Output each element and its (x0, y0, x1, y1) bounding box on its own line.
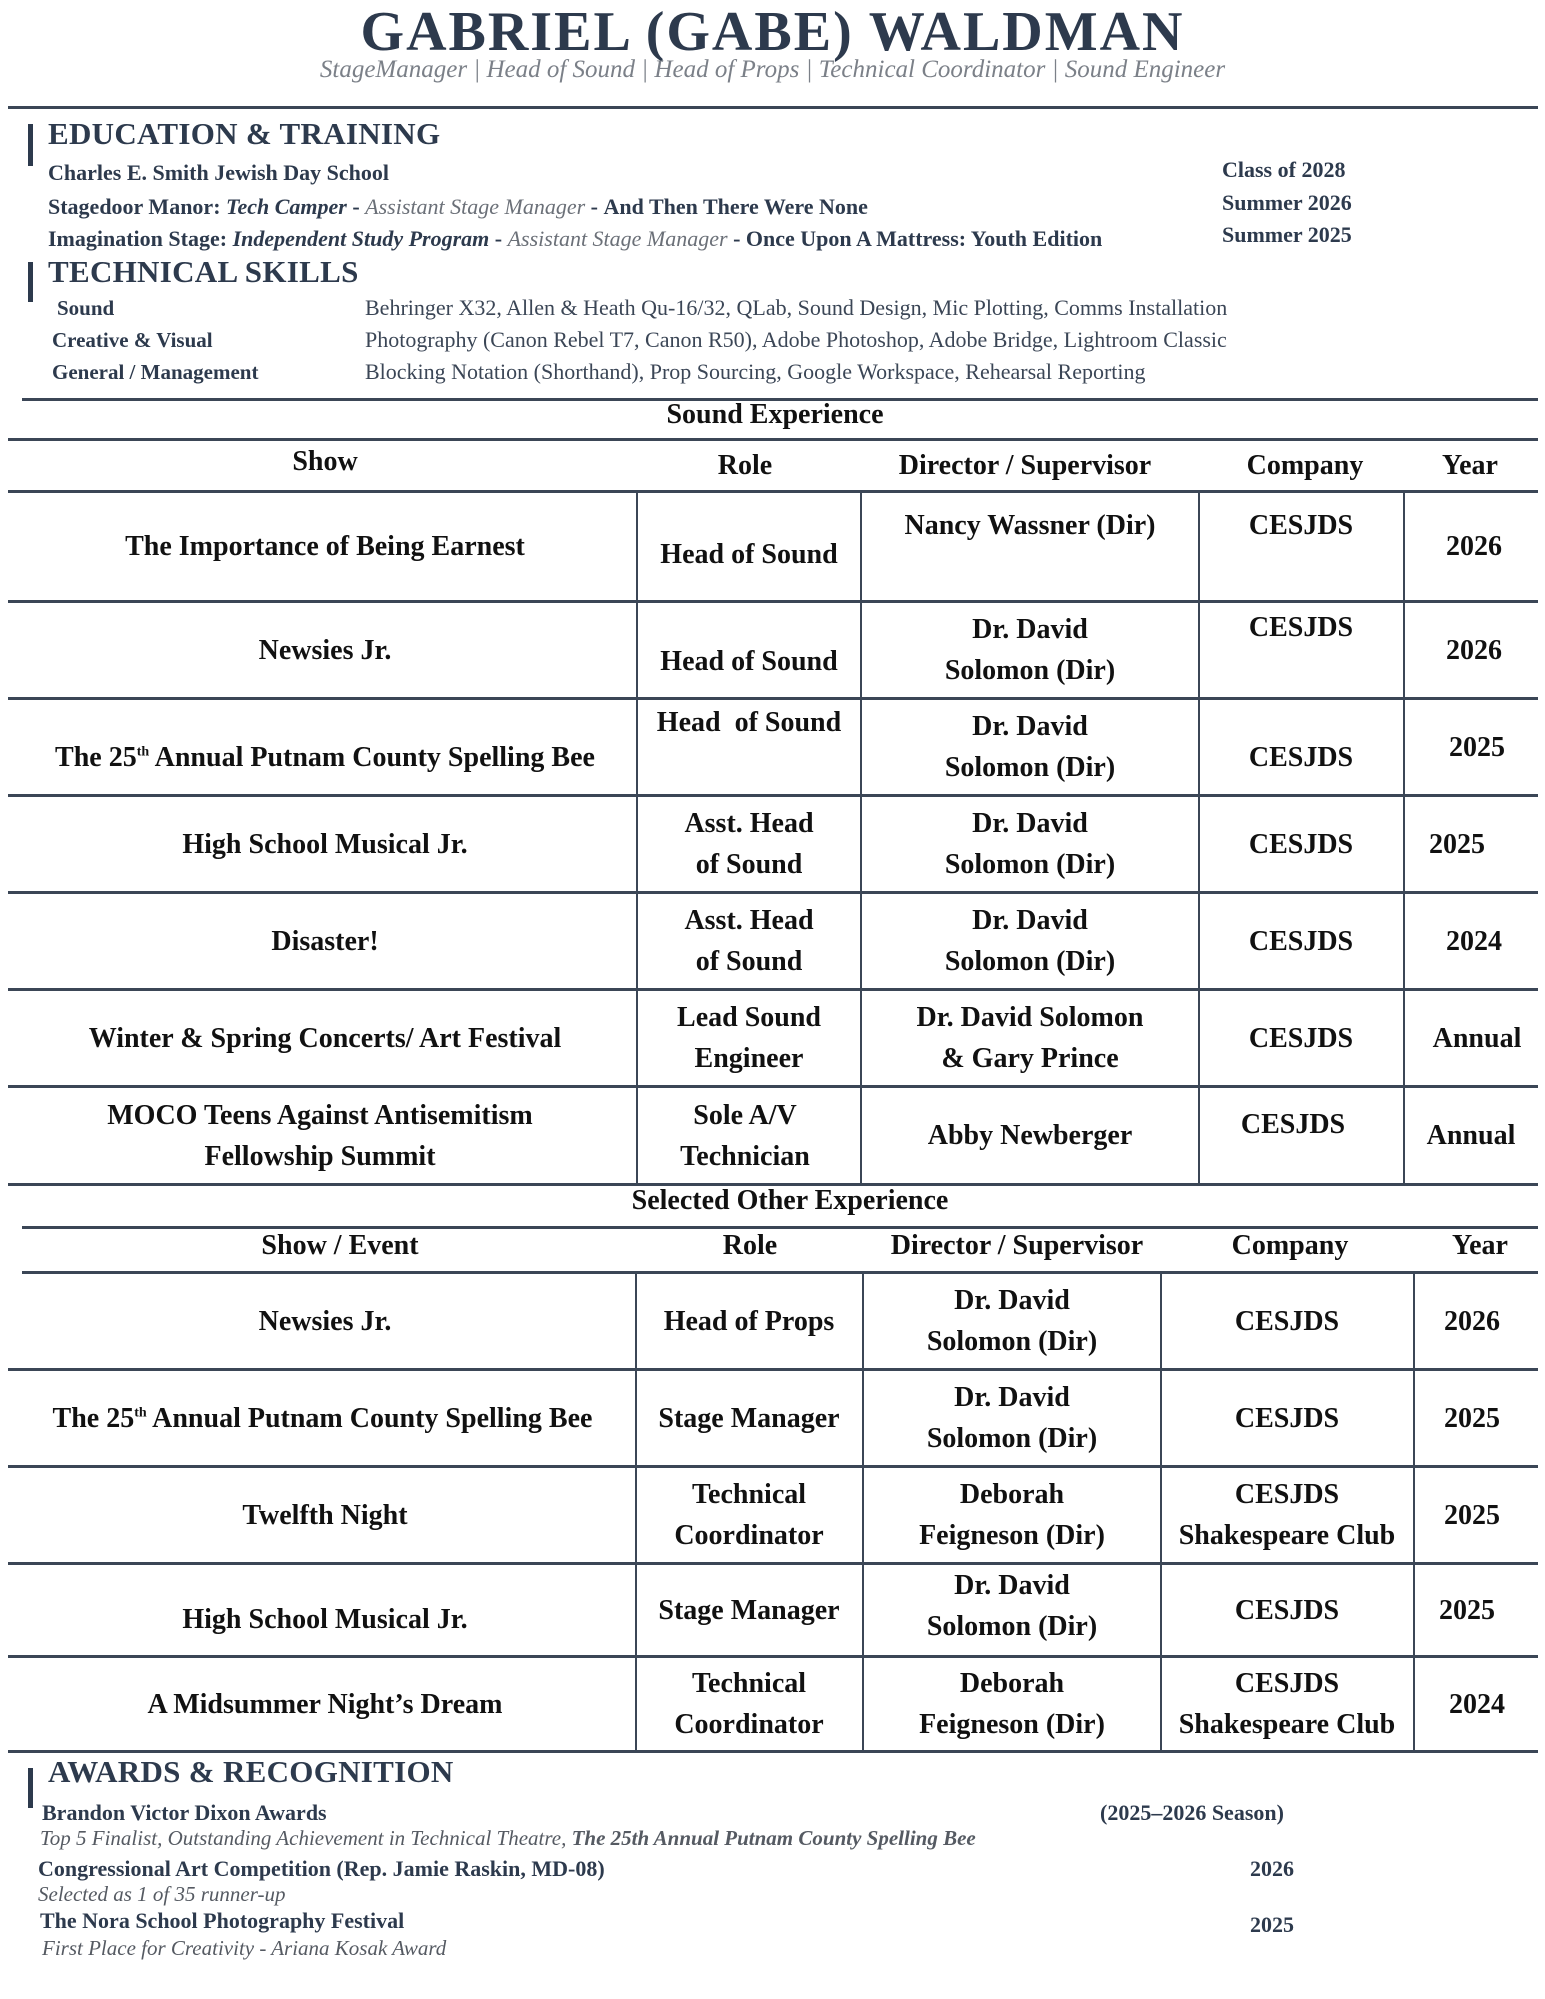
separator: - (494, 226, 503, 251)
cell-role: Head of Sound (660, 645, 838, 677)
cell-company: CESJDS (1248, 612, 1354, 643)
education-date: Class of 2028 (1222, 157, 1346, 182)
cell-show: The 25th Annual Putnam County Spelling Bee (52, 1402, 593, 1434)
program-show: Once Upon A Mattress: Youth Edition (745, 226, 1103, 251)
cell-company: CESJDS Shakespeare Club (1178, 1668, 1396, 1740)
program-org: Stagedoor Manor: (48, 194, 221, 219)
program-role: Assistant Stage Manager (365, 194, 586, 219)
skills-title: TECHNICAL SKILLS (48, 254, 359, 289)
award-date: 2026 (1250, 1856, 1294, 1881)
cell-role: Technical Coordinator (674, 1479, 824, 1551)
cell-role: Asst. Head of Sound (684, 905, 814, 977)
skill-category: General / Management (52, 360, 259, 384)
award-show-title: The 25th Annual Putnam County Spelling Bee (571, 1826, 976, 1850)
skill-value: Blocking Notation (Shorthand), Prop Sourcing, Google Workspace, Rehearsal Reporting (365, 359, 1146, 384)
cell-director: Abby Newberger (927, 1120, 1133, 1151)
cell-show: Newsies Jr. (258, 634, 392, 666)
skill-value: Behringer X32, Allen & Heath Qu-16/32, QLab, Sound Design, Mic Plotting, Comms Installation (365, 295, 1228, 320)
resume-tagline: StageManager | Head of Sound | Head of Props | Technical Coordinator | Sound Engineer (319, 56, 1226, 83)
cell-company: CESJDS (1248, 1022, 1354, 1054)
table-row (0, 1468, 1545, 1562)
cell-show: Disaster! (271, 925, 379, 957)
cell-show: Winter & Spring Concerts/ Art Festival (88, 1022, 562, 1054)
cell-year: 2024 (1446, 925, 1502, 957)
education-title: EDUCATION & TRAINING (48, 116, 441, 151)
cell-role: Technical Coordinator (674, 1668, 824, 1740)
cell-show: High School Musical Jr. (182, 828, 468, 860)
table-row (0, 1658, 1545, 1750)
cell-director: Dr. David Solomon (Dir) (944, 808, 1116, 880)
cell-company: CESJDS (1234, 1594, 1340, 1626)
cell-year: 2025 (1449, 731, 1505, 763)
cell-role: Lead Sound Engineer (677, 1002, 821, 1074)
education-section-bar (28, 124, 33, 166)
table-row (0, 1088, 1545, 1183)
cell-company: CESJDS (1234, 1305, 1340, 1337)
award-date: (2025–2026 Season) (1100, 1800, 1284, 1825)
cell-year: 2026 (1446, 634, 1502, 666)
table-row (0, 1274, 1545, 1368)
cell-director: Dr. David Solomon (Dir) (944, 711, 1116, 783)
cell-role: Stage Manager (658, 1402, 840, 1434)
cell-director: Dr. David Solomon (Dir) (926, 1285, 1098, 1357)
education-date: Summer 2025 (1222, 222, 1352, 247)
cell-year: 2026 (1444, 1305, 1500, 1337)
header-divider (8, 106, 1538, 109)
cell-company: CESJDS (1248, 925, 1354, 957)
award-name: Brandon Victor Dixon Awards (42, 1800, 327, 1825)
cell-director: Deborah Feigneson (Dir) (919, 1479, 1105, 1551)
cell-director: Dr. David Solomon (Dir) (944, 614, 1116, 686)
cell-show: A Midsummer Night’s Dream (147, 1688, 503, 1720)
column-header-year: Year (1442, 450, 1498, 481)
cell-year: 2025 (1444, 1402, 1500, 1434)
cell-role: Stage Manager (658, 1594, 840, 1626)
cell-company: CESJDS (1248, 510, 1354, 541)
row-divider (8, 1750, 1538, 1753)
awards-section-bar (28, 1768, 33, 1808)
award-name: The Nora School Photography Festival (40, 1908, 405, 1933)
skills-section-bar (28, 262, 33, 302)
cell-director: Deborah Feigneson (Dir) (919, 1668, 1105, 1740)
award-date: 2025 (1250, 1912, 1294, 1937)
skill-value: Photography (Canon Rebel T7, Canon R50), Adobe Photoshop, Adobe Bridge, Lightroom Classic (365, 327, 1227, 352)
cell-year: 2024 (1449, 1688, 1505, 1720)
column-header-director: Director / Supervisor (890, 1230, 1144, 1261)
award-name: Congressional Art Competition (Rep. Jamie Raskin, MD-08) (38, 1856, 605, 1881)
resume-name: GABRIEL (GABE) WALDMAN (360, 1, 1185, 63)
cell-director: Nancy Wassner (Dir) (904, 510, 1156, 541)
cell-show: MOCO Teens Against Antisemitism Fellowship Summit (107, 1099, 533, 1172)
table-rule (22, 1226, 1538, 1229)
cell-show: The Importance of Being Earnest (125, 531, 525, 562)
table-row (0, 493, 1545, 600)
column-header-director: Director / Supervisor (898, 450, 1152, 481)
table-row (0, 991, 1545, 1085)
cell-role: Head of Sound (660, 539, 838, 570)
program-role: Assistant Stage Manager (507, 226, 728, 251)
award-description: Selected as 1 of 35 runner-up (38, 1882, 286, 1906)
cell-director: Dr. David Solomon & Gary Prince (916, 1002, 1144, 1074)
column-header-role: Role (717, 450, 773, 481)
separator: - (352, 194, 360, 219)
education-row-stagedoor (48, 194, 868, 220)
cell-role: Head of Props (663, 1305, 835, 1337)
table-row (0, 797, 1545, 891)
cell-company: CESJDS (1248, 828, 1354, 860)
column-header-company: Company (1246, 450, 1364, 481)
table-row (0, 894, 1545, 988)
table-row (0, 603, 1545, 697)
cell-role: Head of Sound (656, 707, 842, 738)
column-header-year: Year (1452, 1230, 1508, 1261)
column-header-role: Role (722, 1230, 778, 1261)
cell-year: Annual (1426, 1120, 1516, 1151)
cell-company: CESJDS (1248, 741, 1354, 773)
award-description: Top 5 Finalist, Outstanding Achievement in Technical Theatre, The 25th Annual Putnam County Spelling Bee (40, 1826, 976, 1850)
cell-company: CESJDS Shakespeare Club (1178, 1479, 1396, 1551)
program-show: And Then There Were None (603, 194, 868, 219)
table-rule (8, 438, 1538, 441)
education-row-imagination (48, 226, 1102, 252)
other-table-title: Selected Other Experience (631, 1185, 949, 1216)
skill-category: Creative & Visual (52, 328, 213, 352)
column-header-show: Show (292, 446, 358, 477)
cell-show: Newsies Jr. (258, 1305, 392, 1337)
cell-company: CESJDS (1234, 1402, 1340, 1434)
award-description: First Place for Creativity - Ariana Kosak Award (42, 1936, 447, 1960)
cell-role: Asst. Head of Sound (684, 808, 814, 880)
separator: - (590, 194, 598, 219)
cell-director: Dr. David Solomon (Dir) (944, 905, 1116, 977)
cell-company: CESJDS (1240, 1109, 1346, 1140)
program-name: Independent Study Program (232, 226, 490, 251)
cell-director: Dr. David Solomon (Dir) (926, 1570, 1098, 1642)
table-row (0, 1371, 1545, 1465)
education-date: Summer 2026 (1222, 190, 1352, 215)
skill-category: Sound (57, 296, 115, 320)
cell-year: 2026 (1446, 531, 1502, 562)
awards-title: AWARDS & RECOGNITION (48, 1754, 454, 1789)
separator: - (733, 226, 741, 251)
cell-year: Annual (1432, 1022, 1522, 1054)
education-row-school (48, 160, 389, 186)
column-header-company: Company (1231, 1230, 1349, 1261)
cell-year: 2025 (1444, 1499, 1500, 1531)
sound-table-title: Sound Experience (666, 399, 884, 430)
cell-show: Twelfth Night (242, 1499, 408, 1531)
cell-year: 2025 (1439, 1594, 1495, 1626)
table-row (0, 700, 1545, 794)
cell-year: 2025 (1429, 828, 1485, 860)
cell-role: Sole A/V Technician (680, 1099, 810, 1172)
cell-show: The 25th Annual Putnam County Spelling Bee (55, 741, 595, 773)
program-name: Tech Camper (226, 194, 347, 219)
column-header-show: Show / Event (261, 1230, 419, 1261)
program-org: Imagination Stage: (48, 226, 228, 251)
cell-show: High School Musical Jr. (182, 1603, 468, 1635)
cell-director: Dr. David Solomon (Dir) (926, 1382, 1098, 1454)
table-row (0, 1565, 1545, 1655)
school-name: Charles E. Smith Jewish Day School (48, 160, 390, 185)
